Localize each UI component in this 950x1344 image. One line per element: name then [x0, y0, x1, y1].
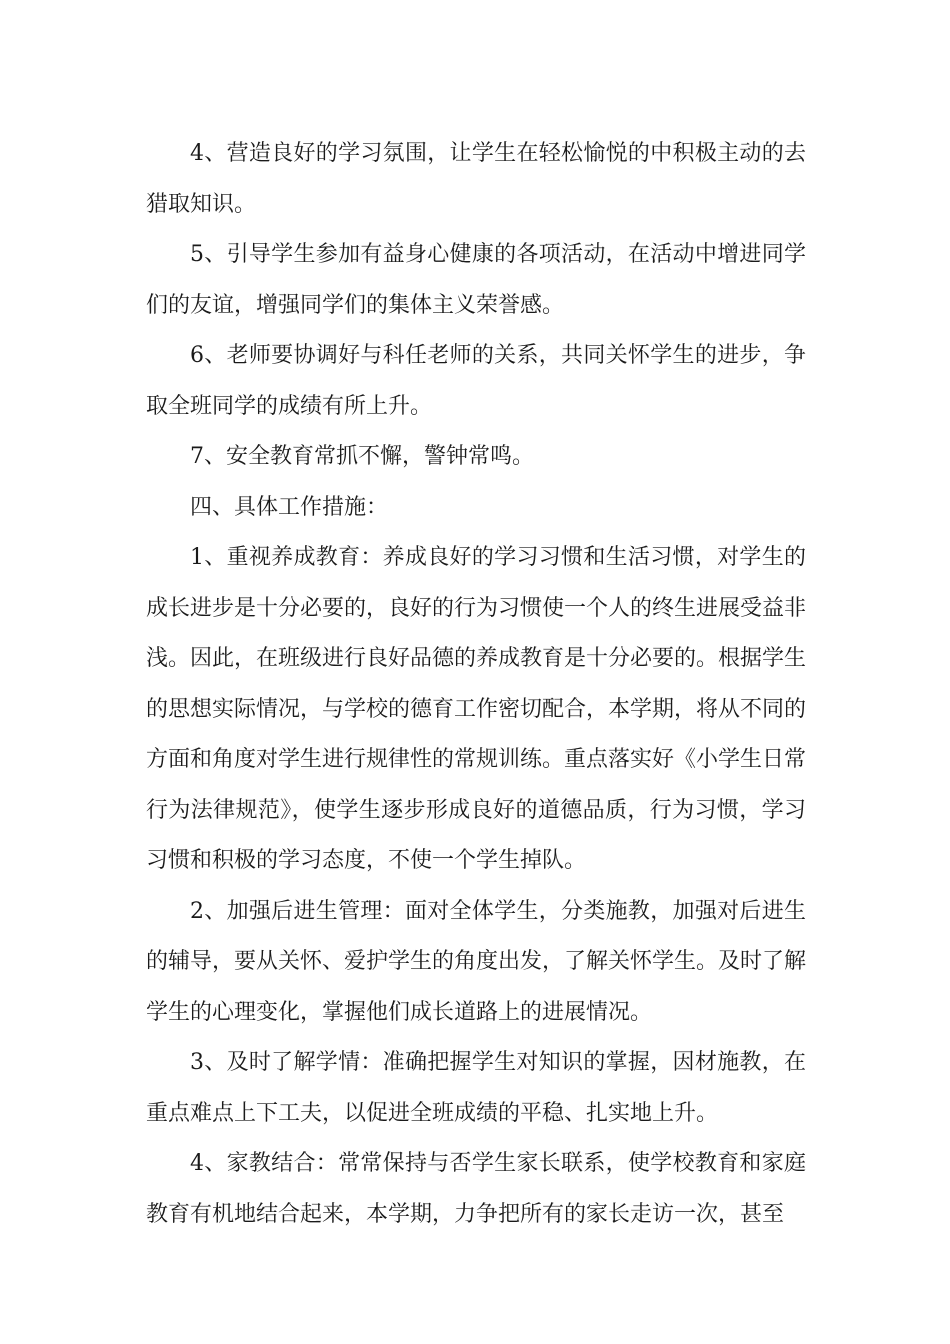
measure-3-learning-status: 3、及时了解学情：准确把握学生对知识的掌握，因材施教，在重点难点上下工夫，以促进全班成绩的平稳、扎实地上升。	[146, 1050, 806, 1126]
paragraph-item-7: 7、安全教育常抓不懈，警钟常鸣。	[190, 444, 534, 469]
paragraph-item-4: 4、营造良好的学习氛围，让学生在轻松愉悦的中积极主动的去猎取知识。	[146, 141, 806, 217]
section-heading-measures: 四、具体工作措施：	[190, 494, 389, 520]
measure-4-home-school: 4、家教结合：常常保持与否学生家长联系，使学校教育和家庭教育有机地结合起来，本学期，力争把所有的家长走访一次，甚至	[146, 1151, 806, 1227]
paragraph-item-6: 6、老师要协调好与科任老师的关系，共同关怀学生的进步，争取全班同学的成绩有所上升。	[146, 343, 806, 419]
document-body	[146, 129, 806, 1240]
paragraph-item-5: 5、引导学生参加有益身心健康的各项活动，在活动中增进同学们的友谊，增强同学们的集体主义荣誉感。	[146, 242, 806, 318]
measure-2-underachiever-management: 2、加强后进生管理：面对全体学生，分类施教，加强对后进生的辅导，要从关怀、爱护学生的角度出发，了解关怀学生。及时了解学生的心理变化，掌握他们成长道路上的进展情况。	[146, 898, 807, 1025]
measure-1-habit-education: 1、重视养成教育：养成良好的学习习惯和生活习惯，对学生的成长进步是十分必要的，良好的行为习惯使一个人的终生进展受益非浅。因此，在班级进行良好品德的养成教育是十分必要的。根据学生的思想实际情况，与学校的德育工作密切配合，本学期，将从不同的方面和角度对学生进行规律性的常规训练。重点落实好《小学生日常行为法律规范》，使学生逐步形成良好的道德品质，行为习惯，学习习惯和积极的学习态度，不使一个学生掉队。	[146, 545, 807, 873]
